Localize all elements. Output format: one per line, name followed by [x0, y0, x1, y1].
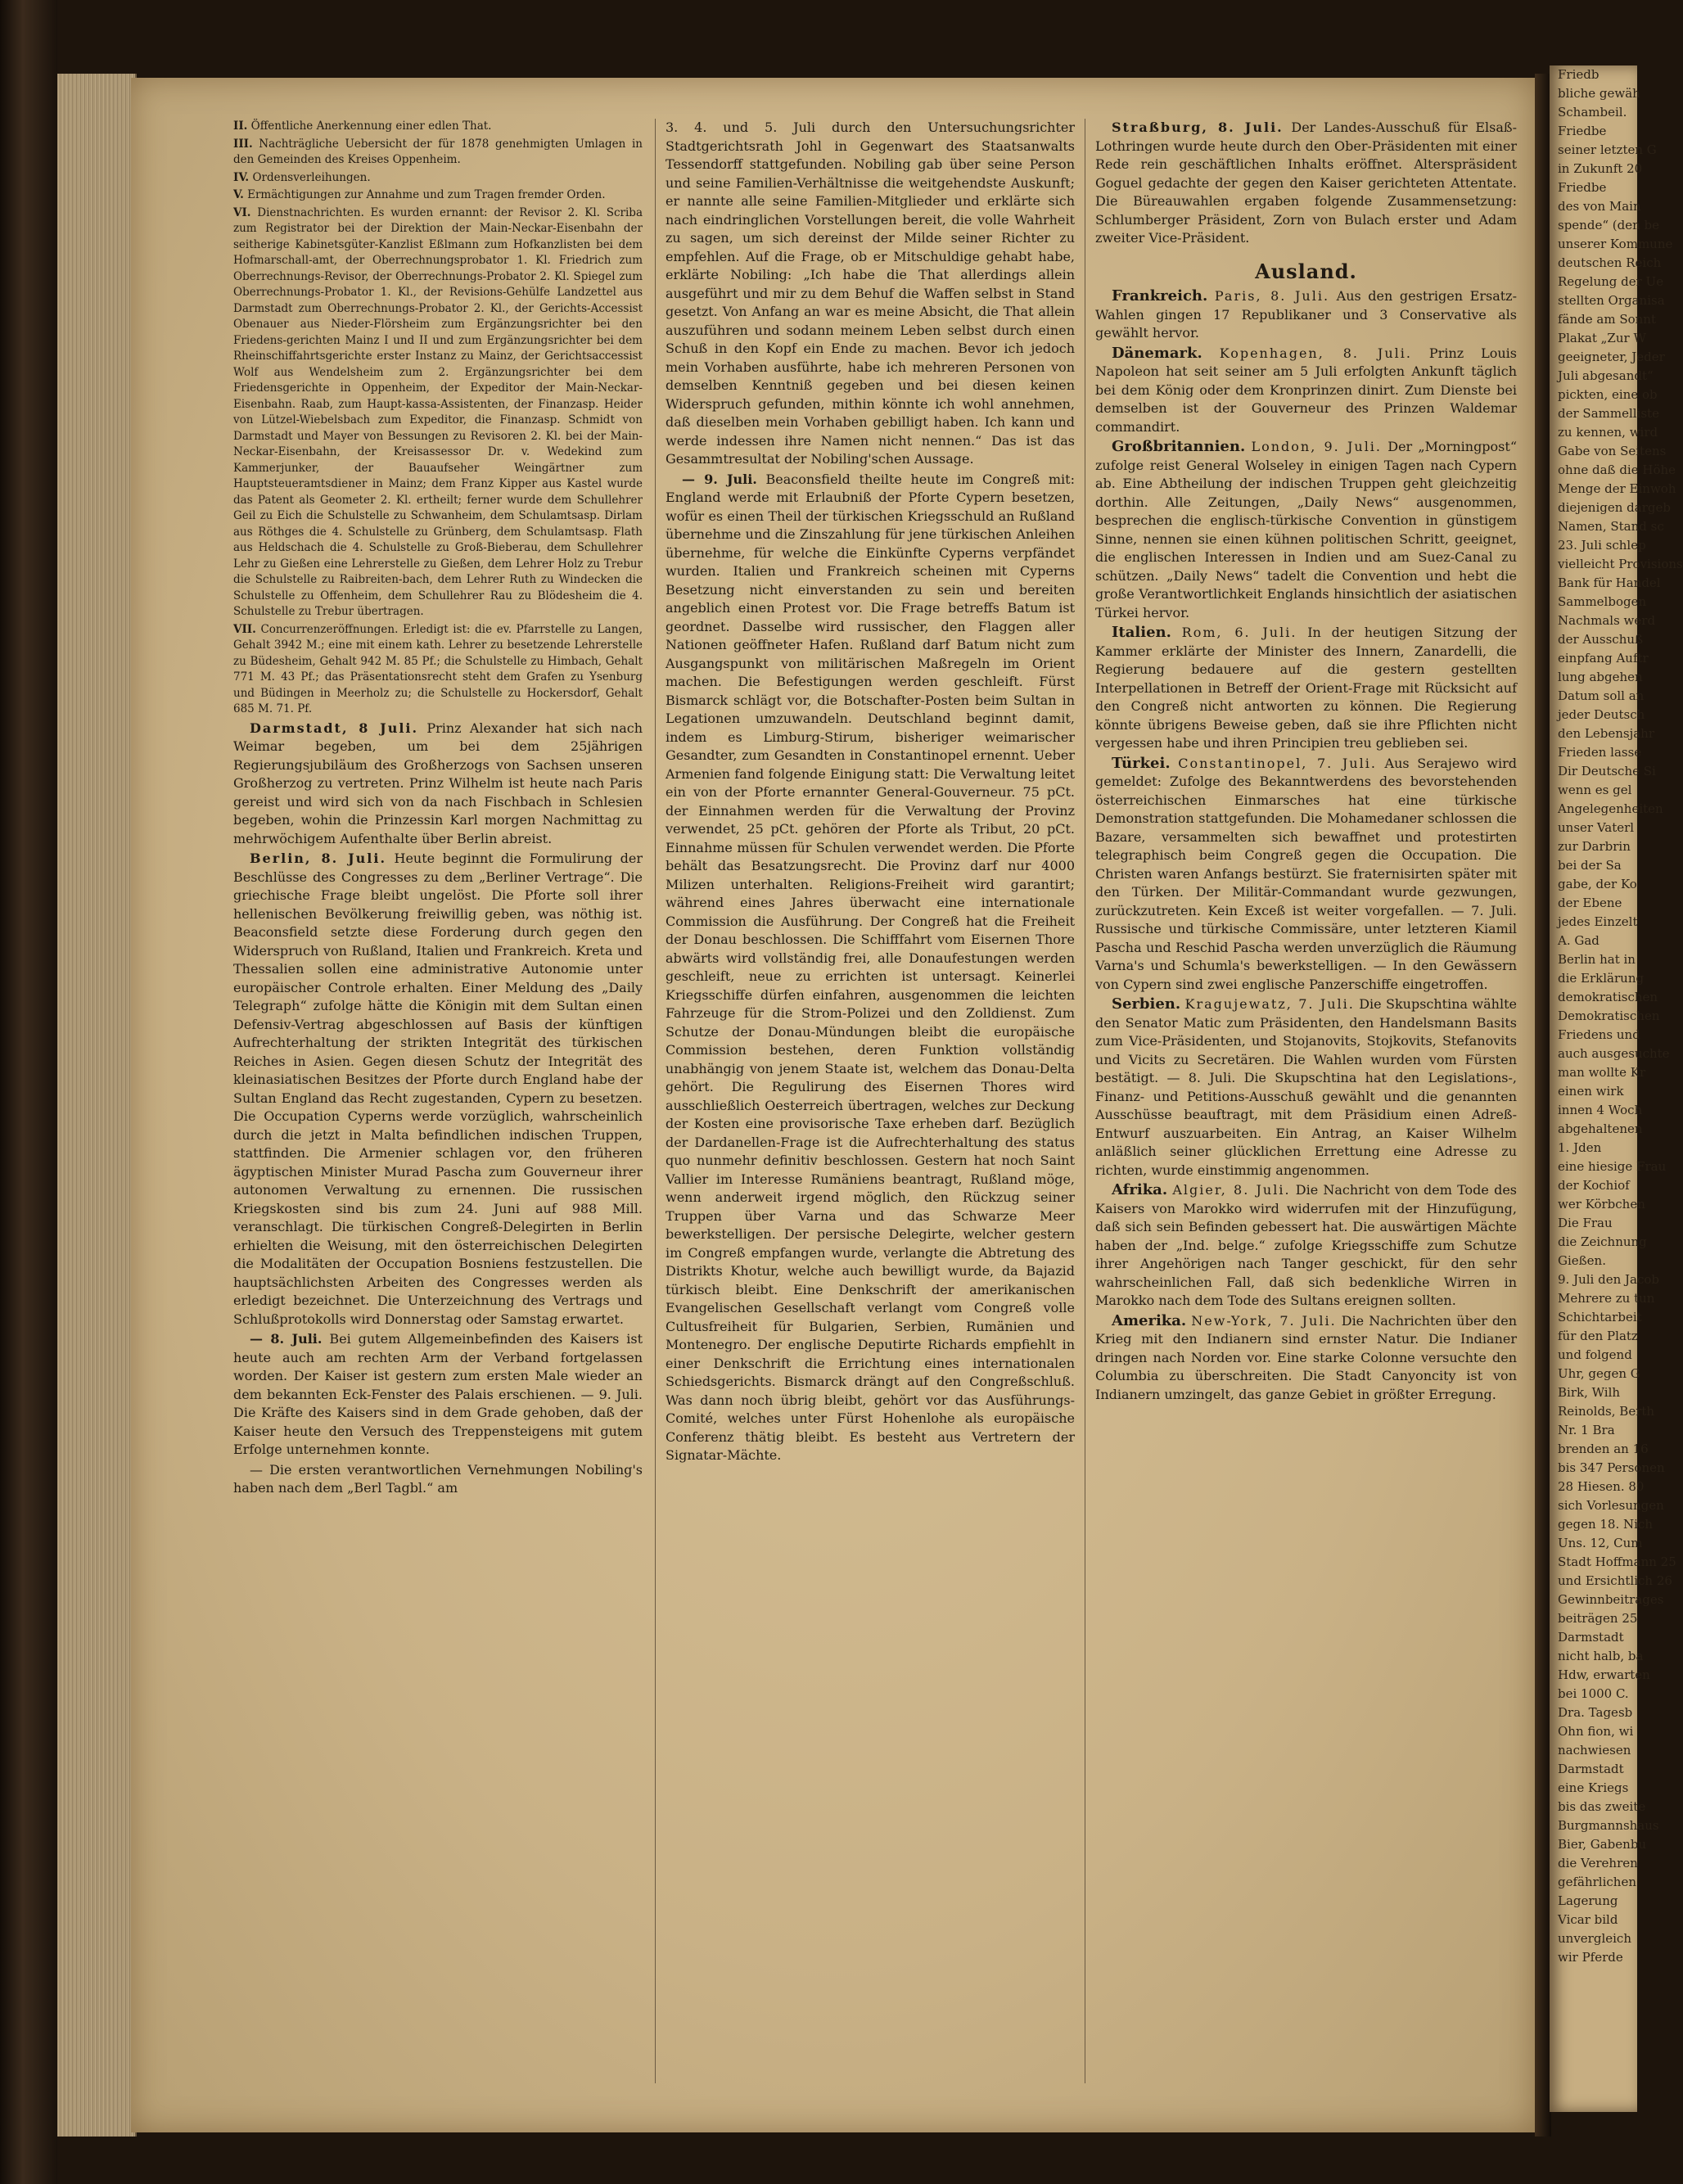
fragment-line: Mehrere zu tun: [1558, 1291, 1655, 1306]
fragment-line: Nachmals werd: [1558, 613, 1656, 628]
newspaper-page: [131, 78, 1535, 2132]
fragment-line: Die Frau: [1558, 1216, 1613, 1230]
fragment-line: wer Körbchen: [1558, 1197, 1645, 1212]
fragment-line: 23. Juli schlep: [1558, 538, 1646, 553]
news-paragraph: Darmstadt, 8 Juli. Prinz Alexander hat sich nach Weimar begeben, um bei dem 25jährigen Regierungsjubiläum des Großherzogs von Sachsen unseren Großherzog zu vertreten. Prinz Wilhelm ist heute nach Paris gereist und wird sich von da nach Fischbach in Schlesien begeben, wohin die Prinzessin Karl morgen Nachmittag zu mehrwöchigem Aufenthalte über Berlin abreist.: [233, 720, 643, 846]
fragment-line: gefährlichen: [1558, 1875, 1636, 1889]
fragment-line: einen wirk: [1558, 1084, 1624, 1099]
fragment-line: bis das zweite: [1558, 1799, 1646, 1814]
news-paragraph: Berlin, 8. Juli. Heute beginnt die Formulirung der Beschlüsse des Congresses zu dem „Berliner Vertrage“. Die griechische Frage bleibt ungelöst. Die Pforte soll ihrer hellenischen Bevölkerung freiwillig geben, was nöthig ist. Beaconsfield setzte diese Forderung durch gegen den Widerspruch von Rußland, Italien und Frankreich. Kreta und Thessalien sollen eine administrative Autonomie unter europäischer Controle erhalten. Einer Meldung des „Daily Telegraph“ zufolge hätte die Königin mit dem Sultan einen Defensiv-Vertrag abgeschlossen auf Basis der künftigen Aufrechterhaltung der strikten Integrität des türkischen Reiches in Asien. Gegen diesen Schutz der Integrität des kleinasiatischen Besitzes der Pforte durch England habe der Sultan England das Recht zugestanden, Cypern zu besetzen. Die Occupation Cyperns werde vorzüglich, wahrscheinlich durch die jetzt in Malta befindlichen indischen Truppen, stattfinden. Die Armenier schlagen vor, den früheren ägyptischen Minister Murad Pascha zum Gouverneur ihrer autonomen Verwaltung zu ernennen. Die russischen Kriegskosten sind bis zum 24. Juni auf 988 Mill. veranschlagt. Die türkischen Congreß-Delegirten in Berlin erhielten die Weisung, mit den österreichischen Delegirten die Modalitäten der Occupation Bosniens festzustellen. Die hauptsächlichsten Arbeiten des Congresses werden als erledigt bezeichnet. Die Unterzeichnung des Vertrags und Schlußprotokolls wird Donnerstag oder Samstag erwartet.: [233, 851, 643, 1327]
fragment-line: Ohn fion, wi: [1558, 1724, 1634, 1739]
foreign-news-item: Serbien. Kragujewatz, 7. Juli. Die Skupschtina wählte den Senator Matic zum Präsidenten, den Handelsmann Basits zum Vice-Präsidenten, und Stojanovits, Stojkovits, Stefanovits und Vicits zu Secretären. Die Wahlen wurden vom Fürsten bestätigt. — 8. Juli. Die Skupschtina hat den Legislations-, Finanz- und Petitions-Ausschuß gewählt und die genannten Ausschüsse beauftragt, mit dem Präsidium einen Adreß-Entwurf auszuarbeiten. Ein Antrag, an Kaiser Wilhelm anläßlich seiner glücklichen Errettung eine Adresse zu richten, wurde einstimmig angenommen.: [1095, 995, 1517, 1178]
fragment-line: abgehaltenen: [1558, 1121, 1643, 1136]
fragment-line: zu kennen, wird: [1558, 425, 1658, 440]
section-heading: Ausland.: [1255, 259, 1357, 283]
fragment-line: nicht halb, ba: [1558, 1649, 1644, 1663]
list-item: II. Öffentliche Anerkennung einer edlen That.: [233, 120, 492, 133]
fragment-line: vielleicht Provisions: [1558, 557, 1683, 571]
fragment-line: Vicar bild: [1558, 1912, 1618, 1927]
fragment-line: jeder Deutsch: [1558, 707, 1645, 722]
fragment-line: Burgmannshaus: [1558, 1818, 1659, 1833]
page-edges: [57, 74, 137, 2137]
fragment-line: Gießen.: [1558, 1253, 1606, 1268]
gutter-shadow: [1535, 74, 1551, 2137]
fragment-line: gabe, der Ko: [1558, 877, 1637, 891]
fragment-line: wir Pferde: [1558, 1950, 1623, 1965]
fragment-line: Berlin hat in: [1558, 952, 1636, 967]
fragment-line: der Ausschuß: [1558, 632, 1644, 647]
fragment-line: die Verehren: [1558, 1856, 1638, 1870]
fragment-line: Gewinnbeitrages: [1558, 1592, 1664, 1607]
fragment-line: der Ebene: [1558, 896, 1622, 910]
fragment-line: Bier, Gabenbu: [1558, 1837, 1647, 1852]
foreign-news-item: Frankreich. Paris, 8. Juli. Aus den gestrigen Ersatz-Wahlen gingen 17 Republikaner und 3 Conservative als gewählt hervor.: [1095, 287, 1518, 341]
list-item: IV. Ordensverleihungen.: [233, 170, 371, 184]
fragment-line: einpfang Auftr: [1558, 651, 1649, 666]
fragment-line: wenn es gel: [1558, 783, 1632, 797]
fragment-line: diejenigen dargeb: [1558, 500, 1671, 515]
list-item: V. Ermächtigungen zur Annahme und zum Tragen fremder Orden.: [233, 188, 606, 201]
fragment-line: jedes Einzelt: [1558, 914, 1638, 929]
fragment-line: innen 4 Woch: [1558, 1103, 1643, 1117]
fragment-line: für den Platz: [1558, 1329, 1638, 1343]
news-paragraph: — 8. Juli. Bei gutem Allgemeinbefinden des Kaisers ist heute auch am rechten Arm der Verband fortgelassen worden. Der Kaiser ist gestern zum ersten Male wieder an dem bekannten Eck-Fenster des Palais erschienen. — 9. Juli. Die Kräfte des Kaisers sind in dem Grade gehoben, daß der Kaiser heute den Versuch des Treppensteigens mit gutem Erfolge unternehmen konnte.: [233, 1331, 643, 1457]
fragment-line: Sammelbogen: [1558, 594, 1647, 609]
fragment-line: unvergleich: [1558, 1931, 1631, 1946]
list-item: VI. Dienstnachrichten. Es wurden ernannt: der Revisor 2. Kl. Scriba zum Registrator bei der Direktion der Main-Neckar-Eisenbahn der seitherige Kabinetsgüter-Kanzlist Eßlmann zum Hofkanzlisten bei dem Hofmarschall-amt, der Oberrechnungsprobator 1. Kl. Friedrich zum Oberrechnungs-Revisor, der Oberrechnungs-Probator 2. Kl. Spiegel zum Oberrechnungs-Probator 1. Kl., der Revisions-Gehülfe Landzettel aus Darmstadt zum Oberrechnungs-Probator 2. Kl., der Gerichts-Accessist Obenauer aus Nieder-Flörsheim zum Ergänzungsrichter bei den Friedens-gerichten Mainz I und II und zum Ergänzungsrichter bei dem Rheinschiffahrtsgerichte erster Instanz zu Mainz, der Gerichtsaccessist Wolf aus Wendelsheim zum 2. Ergänzungsrichter bei dem Friedensgerichte in Oppenheim, der Expeditor der Main-Neckar-Eisenbahn. Raab, zum Haupt-kassa-Assistenten, der Finanzasp. Heider von Lützel-Wiebelsbach zum Expeditor, die Finanzasp. Schmidt von Darmstadt und Mayer von Bessungen zu Revisoren 2. Kl. bei der Main-Neckar-Eisenbahn, der Kreisassessor Dr. v. Wedekind zum Kammerjunker, der Bauaufseher Weingärtner zum Hauptsteueramtsdiener in Mainz; dem Franz Kipper aus Kastel wurde das Patent als Geometer 2. Kl. ertheilt; ferner wurde dem Schullehrer Geil zu Eich die Schulstelle zu Schwanheim, dem Schulamtsasp. Dirlam aus Röthges die 4. Schulstelle zu Grünberg, dem Schulamtsasp. Flath aus Heldschach die 4. Schulstelle zu Groß-Bieberau, dem Schullehrer Lehr zu Gießen eine Lehrerstelle zu Gießen, dem Lehrer Holz zu Trebur die Schulstelle zu Raibreiten-bach, dem Lehrer Ruth zu Windecken die Schulstelle zu Offenheim, dem Schullehrer Rau zu Blödesheim die 4. Schulstelle zu Trebur übertragen.: [233, 205, 643, 618]
fragment-line: Dir Deutsche Si: [1558, 764, 1656, 778]
fragment-line: unserer Kommune: [1558, 237, 1673, 251]
fragment-line: seiner letzten G: [1558, 142, 1657, 157]
news-paragraph: Straßburg, 8. Juli. Der Landes-Ausschuß für Elsaß-Lothringen wurde heute durch den Ober-Präsidenten mit einer Rede rein geschäftlichen Inhalts eröffnet. Alterspräsident Goguel gedachte der gegen den Kaiser gerichteten Attentate. Die Büreauwahlen ergaben folgende Zusammensetzung: Schlumberger Präsident, Zorn von Bulach erster und Adam zweiter Vice-Präsident.: [1095, 120, 1517, 246]
foreign-news-item: Türkei. Constantinopel, 7. Juli. Aus Serajewo wird gemeldet: Zufolge des Bekanntwerdens des bevorstehenden österreichischen Einmarsches hat eine türkische Demonstration stattgefunden. Die Mohamedaner schlossen die Bazare, versammelten sich bewaffnet und protestirten telegraphisch beim Congreß gegen die Occupation. Die Christen waren Anfangs bestürzt. Sie fraternisirten später mit den Türken. Der Militär-Commandant wurde gezwungen, zurückzutreten. Kein Exceß ist weiter vorgefallen. — 7. Juli. Russische und türkische Commissäre, unter letzteren Kiamil Pascha und Reschid Pascha werden unverzüglich die Räumung Varna's und Schumla's bewerkstelligen. — In den Gewässern von Cypern sind zwei englische Panzerschiffe eingetroffen.: [1095, 754, 1517, 992]
fragment-line: demokratischen: [1558, 990, 1658, 1004]
fragment-line: stellten Organisa: [1558, 293, 1665, 308]
fragment-line: Nr. 1 Bra: [1558, 1423, 1615, 1437]
fragment-line: Gabe von Seitens: [1558, 444, 1667, 458]
fragment-line: geeigneter, Jeder: [1558, 350, 1665, 364]
fragment-line: der Kochiof: [1558, 1178, 1630, 1193]
fragment-line: zur Darbrin: [1558, 839, 1631, 854]
book-binding: [0, 0, 57, 2184]
fragment-line: brenden an 16: [1558, 1442, 1649, 1456]
fragment-line: Angelegenheiten: [1558, 801, 1663, 816]
fragment-line: sich Vorlesungen: [1558, 1498, 1664, 1513]
foreign-news-item: Afrika. Algier, 8. Juli. Die Nachricht von dem Tode des Kaisers von Marokko wird widerrufen mit der Hinzufügung, daß sich sein Befinden gebessert hat. Die auswärtigen Mächte haben der „Ind. belge.“ zufolge Kriegsschiffe zum Schutze ihrer Angehörigen nach Tanger geschickt, für den sehr wahrscheinlichen Fall, daß sich bedenkliche Wirren in Marokko nach dem Tode des Sultans ereignen sollten.: [1095, 1181, 1518, 1308]
fragment-line: Reinolds, Berth: [1558, 1404, 1655, 1419]
fragment-line: gegen 18. Nich: [1558, 1517, 1653, 1532]
fragment-line: Schambeil.: [1558, 105, 1627, 120]
fragment-line: pickten, eine ob: [1558, 387, 1658, 402]
fragment-line: Namen, Stand sc: [1558, 519, 1664, 534]
column-1: [233, 119, 643, 2083]
foreign-news-item: Dänemark. Kopenhagen, 8. Juli. Prinz Louis Napoleon hat seit seiner am 5 Juli erfolgten Ankunft täglich bei dem König oder dem Kronprinzen dinirt. Zum Dienste bei demselben ist der Gouverneur des Prinzen Waldemar commandirt.: [1095, 344, 1517, 435]
fragment-line: Stadt Hoffmann 25: [1558, 1555, 1676, 1569]
fragment-line: Friedbe: [1558, 124, 1607, 138]
foreign-news-item: Italien. Rom, 6. Juli. In der heutigen Sitzung der Kammer erklärte der Minister des Innern, Zanardelli, die Regierung bedauere auf die gestern gestellten Interpellationen in Betreff der Orient-Frage mit Rücksicht auf den Congreß nicht antworten zu können. Die Regierung könnte übrigens Beweise geben, daß sie ihre Pflichten nicht vergessen habe und ihren Principien treu geblieben sei.: [1095, 624, 1517, 751]
foreign-news-item: Amerika. New-York, 7. Juli. Die Nachrichten über den Krieg mit den Indianern sind ernster Natur. Die Indianer dringen nach Norden vor. Eine starke Colonne versuchte den Columbia zu überschreiten. Die Stadt Canyoncity ist von Indianern umzingelt, das ganze Gebiet in größter Erregung.: [1095, 1311, 1517, 1402]
fragment-line: Friedens und: [1558, 1027, 1640, 1042]
fragment-line: nachwiesen: [1558, 1743, 1631, 1758]
fragment-line: der Sammelliste: [1558, 406, 1659, 421]
fragment-line: 9. Juli den Jacob: [1558, 1272, 1660, 1287]
adjacent-page-fragment: [1550, 65, 1683, 2112]
fragment-line: bei der Sa: [1558, 858, 1622, 873]
fragment-line: den Lebensjahr: [1558, 726, 1655, 741]
fragment-line: Uns. 12, Cum: [1558, 1536, 1643, 1550]
fragment-line: eine Kriegs: [1558, 1780, 1629, 1795]
news-paragraph: 3. 4. und 5. Juli durch den Untersuchungsrichter Stadtgerichtsrath Johl in Gegenwart des Staatsanwalts Tessendorff stattgefunden. Nobiling gab über seine Person und seine Familien-Verhältnisse die weitgehendste Auskunft; er nannte alle seine Familien-Mitglieder und erklärte sich nach eindringlichen Vorstellungen bereit, die volle Wahrheit zu sagen, um sich dereinst der Milde seiner Richter zu empfehlen. Auf die Frage, ob er Mitschuldige gehabt habe, erklärte Nobiling: „Ich habe die That allerdings allein ausgeführt und mir zu dem Behuf die Waffen selbst in Stand gesetzt. Von Anfang an war es meine Absicht, die That allein auszuführen und sodann meinem Leben selbst durch einen Schuß in den Kopf ein Ende zu machen. Bevor ich jedoch mein Vorhaben ausführte, habe ich mehreren Personen von demselben Kenntniß gegeben und bei diesen keinen Widerspruch gefunden, mithin könnte ich wohl annehmen, daß dieselben mein Vorhaben gebilligt haben. Ich kann und werde indessen ihre Namen nicht nennen.“ Das ist das Gesammtresultat der Nobiling'schen Aussage.: [666, 120, 1075, 467]
fragment-line: Lagerung: [1558, 1893, 1618, 1908]
fragment-line: deutschen Reich: [1558, 255, 1662, 270]
fragment-line: lung abgehen: [1558, 670, 1643, 684]
fragment-line: Friedbe: [1558, 180, 1607, 195]
fragment-line: fände am Sonnt: [1558, 312, 1656, 327]
fragment-line: unser Vaterl: [1558, 820, 1635, 835]
fragment-line: Frieden lasse: [1558, 745, 1642, 760]
fragment-line: in Zukunft 20: [1558, 161, 1643, 176]
fragment-line: Datum soll an: [1558, 688, 1645, 703]
fragment-line: Hdw, erwarten: [1558, 1667, 1650, 1682]
fragment-line: A. Gad: [1558, 933, 1600, 948]
fragment-line: Regelung der Ue: [1558, 274, 1664, 289]
fragment-line: bis 347 Personen: [1558, 1460, 1665, 1475]
fragment-line: des von Main: [1558, 199, 1641, 214]
fragment-line: Uhr, gegen G: [1558, 1366, 1640, 1381]
fragment-line: Menge der Einwoh: [1558, 481, 1676, 496]
fragment-line: Demokratischen: [1558, 1009, 1660, 1023]
fragment-line: Bank für Handel: [1558, 575, 1661, 590]
news-paragraph: — 9. Juli. Beaconsfield theilte heute im Congreß mit: England werde mit Erlaubniß der Pforte Cypern besetzen, wofür es einen Theil der türkischen Kriegsschuld an Rußland übernehme und die Zinszahlung für jene türkischen Anleihen übernehme, für welche die Einkünfte Cyperns verpfändet wurden. Italien und Frankreich scheinen mit Cyperns Besetzung nicht einverstanden zu sein und bereiten angeblich einen Protest vor. Die Frage betreffs Batum ist geordnet. Dasselbe wird russischer, den Flaggen aller Nationen geöffneter Hafen. Rußland darf Batum nicht zum Ausgangspunkt von militärischen Maßregeln im Orient machen. Die Befestigungen werden geschleift. Fürst Bismarck schlägt vor, die Botschafter-Posten beim Sultan in Legationen umzuwandeln. Deutschland beginnt damit, indem es Limburg-Stirum, bisheriger weimarischer Gesandter, zum Gesandten in Constantinopel ernennt. Ueber Armenien fand folgende Einigung statt: Die Verwaltung leitet ein von der Pforte ernannter General-Gouverneur. 75 pCt. der Einnahmen werden für die Verwaltung der Provinz verwendet, 25 pCt. gehören der Pforte als Tribut, 20 pCt. Einnahme müssen für Schulen verwendet werden. Die Pforte behält das Besatzungsrecht. Die Provinz darf nur 4000 Milizen unterhalten. Religions-Freiheit wird garantirt; während eines Jahres überwacht eine internationale Commission die Ausführung. Der Congreß hat die Freiheit der Donau beschlossen. Die Schifffahrt vom Eisernen Thore abwärts wird vollständig frei, alle Donaufestungen werden geschleift, neue zu errichten ist untersagt. Keinerlei Kriegsschiffe dürfen einfahren, ausgenommen die leichten Fahrzeuge für die Strom-Polizei und den Zolldienst. Zum Schutze der Donau-Mündungen bleibt die europäische Commission bestehen, deren Funktion vollständig unabhängig von jenem Staate ist, welchem das Donau-Delta gehört. Die Regulirung des Eisernen Thores wird ausschließlich Oesterreich übertragen, welches zur Deckung der Kosten eine provisorische Taxe erheben darf. Bezüglich der Dardanellen-Frage ist die Aufrechterhaltung des status quo nunmehr definitiv beschlossen. Gestern hat noch Saint Vallier im Interesse Rumäniens beantragt, Rußland möge, wenn anderweit irgend möglich, den Rückzug seiner Truppen über Varna und das Schwarze Meer bewerkstelligen. Der persische Delegirte, welcher gestern im Congreß empfangen wurde, verlangte die Abtretung des Distrikts Khotur, welche auch bewilligt wurde, da Bajazid türkisch bleibt. Eine Denkschrift der amerikanischen Evangelischen Gesellschaft verlangt vom Congreß volle Cultusfreiheit für Bulgarien, Serbien, Rumänien und Montenegro. Der englische Deputirte Richards empfiehlt in einer Denkschrift die Errichtung eines internationalen Schiedsgerichts. Bismarck drängt auf den Congreßschluß. Was dann noch übrig bleibt, gehört vor das Ausführungs-Comité, welches unter Fürst Hohenlohe als europäische Conferenz thätig bleibt. Es besteht aus Vertretern der Signatar-Mächte.: [666, 471, 1075, 1463]
column-2: [655, 119, 1075, 2083]
fragment-line: Darmstadt: [1558, 1762, 1624, 1776]
fragment-line: beiträgen 25: [1558, 1611, 1638, 1626]
fragment-line: bei 1000 C.: [1558, 1686, 1629, 1701]
fragment-line: auch ausgesuchte: [1558, 1046, 1670, 1061]
fragment-line: Juli abgesandt“: [1558, 368, 1654, 383]
fragment-line: eine hiesige Frau: [1558, 1159, 1667, 1174]
list-item: VII. Concurrenzeröffnungen. Erledigt ist: die ev. Pfarrstelle zu Langen, Gehalt 3942 M.; eine mit einem kath. Lehrer zu besetzende Lehrerstelle zu Büdesheim, Gehalt 942 M. 85 Pf.; die Schulstelle zu Himbach, Gehalt 771 M. 43 Pf.; das Präsentationsrecht steht dem Grafen zu Ysenburg und Büdingen in Meerholz zu; die Schulstelle zu Hockersdorf, Gehalt 685 M. 71. Pf.: [233, 622, 643, 715]
foreign-news-item: Großbritannien. London, 9. Juli. Der „Morningpost“ zufolge reist General Wolseley in einigen Tagen nach Cypern ab. Eine Abtheilung der indischen Truppen geht gleichzeitig dorthin. Alle Zeitungen, „Daily News“ ausgenommen, besprechen die englisch-türkische Convention in günstigem Sinne, nennen sie einen kühnen politischen Schritt, geeignet, die englischen Interessen in Indien und am Suez-Canal zu schützen. „Daily News“ tadelt die Convention und hebt die große Verantwortlichkeit Englands hinsichtlich der asiatischen Türkei hervor.: [1095, 438, 1518, 620]
fragment-line: Dra. Tagesb: [1558, 1705, 1633, 1720]
fragment-line: bliche gewäh: [1558, 86, 1640, 101]
fragment-line: 1. Jden: [1558, 1140, 1602, 1155]
fragment-line: Plakat „Zur W: [1558, 331, 1646, 345]
fragment-line: Birk, Wilh: [1558, 1385, 1621, 1400]
fragment-line: man wollte Kr: [1558, 1065, 1646, 1080]
fragment-line: die Erklärung: [1558, 971, 1645, 986]
fragment-line: ohne daß die Höhe: [1558, 463, 1676, 477]
fragment-line: und Ersichtlich 26: [1558, 1573, 1672, 1588]
list-item: III. Nachträgliche Uebersicht der für 1878 genehmigten Umlagen in den Gemeinden des Kreises Oppenheim.: [233, 137, 643, 166]
fragment-line: die Zeichnung: [1558, 1234, 1647, 1249]
official-list: [233, 119, 643, 718]
fragment-line: Friedb: [1558, 67, 1600, 82]
column-3: [1085, 119, 1517, 2083]
fragment-line: 28 Hiesen. 80: [1558, 1479, 1645, 1494]
fragment-line: spende“ (den be: [1558, 218, 1659, 232]
fragment-line: Darmstadt: [1558, 1630, 1624, 1645]
fragment-line: Schichtarbeit: [1558, 1310, 1642, 1324]
fragment-line: und folgend: [1558, 1347, 1632, 1362]
news-paragraph: — Die ersten verantwortlichen Vernehmungen Nobiling's haben nach dem „Berl Tagbl.“ am: [233, 1461, 643, 1496]
